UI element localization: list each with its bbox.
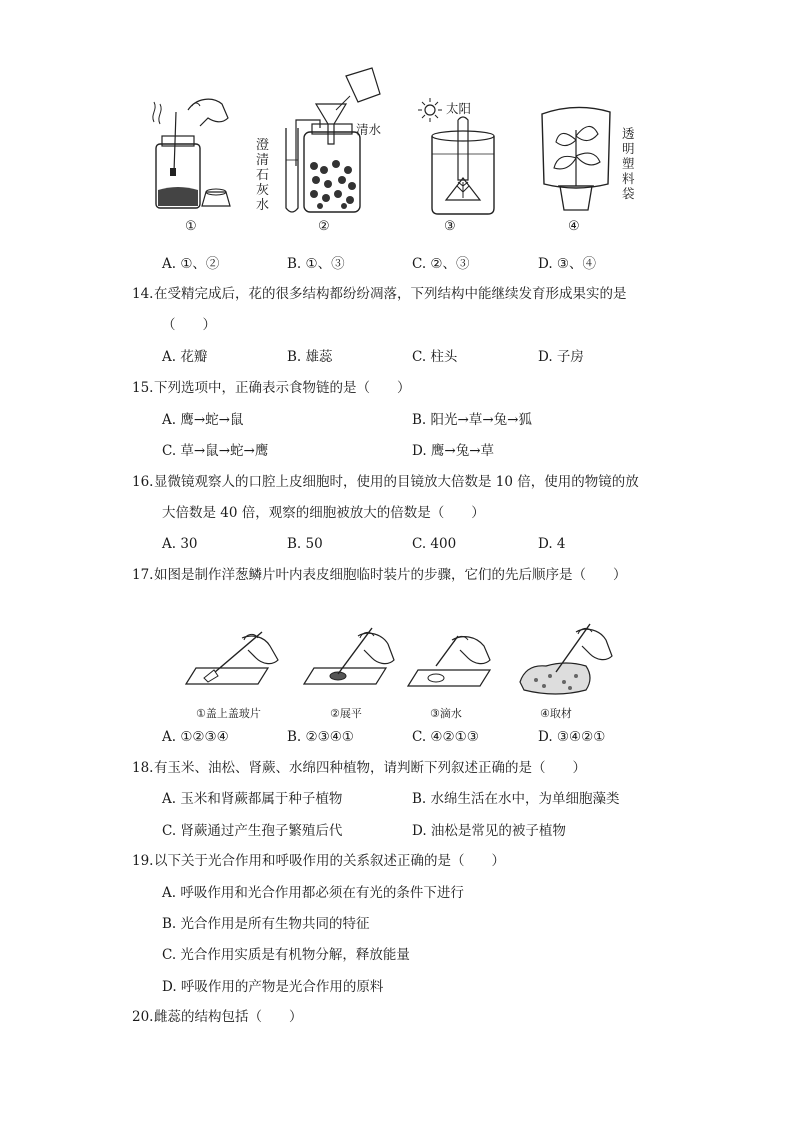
figure-label-4: ④ bbox=[568, 219, 580, 234]
q15-option-a[interactable]: A. 鹰→蛇→鼠 bbox=[162, 412, 244, 428]
plastic-bag-label: 透明塑料袋 bbox=[622, 126, 635, 201]
q17-option-a[interactable]: A. ①②③④ bbox=[162, 729, 229, 745]
flatten-step-figure bbox=[302, 622, 402, 702]
question-number: 17. bbox=[132, 567, 154, 583]
limewater-label: 澄清石灰水 bbox=[256, 138, 270, 213]
question-text: 有玉米、油松、肾蕨、水绵四种植物，请判断下列叙述正确的是（ ） bbox=[154, 760, 586, 776]
question-text: 如图是制作洋葱鳞片叶内表皮细胞临时装片的步骤，它们的先后顺序是（ ） bbox=[154, 567, 627, 583]
q13-option-b[interactable]: B. ①、③ bbox=[287, 256, 345, 272]
question-text: 雌蕊的结构包括（ ） bbox=[154, 1009, 303, 1025]
question-number: 15. bbox=[132, 380, 154, 396]
q13-option-d[interactable]: D. ③、④ bbox=[538, 256, 597, 272]
figure-label-2: ② bbox=[318, 219, 330, 234]
q19-option-c[interactable]: C. 光合作用实质是有机物分解，释放能量 bbox=[162, 947, 410, 963]
q16-option-a[interactable]: A. 30 bbox=[162, 536, 198, 552]
drop-water-step-figure bbox=[406, 630, 506, 702]
question-15 bbox=[132, 379, 411, 397]
plant-bag-figure bbox=[532, 100, 622, 218]
q14-option-d[interactable]: D. 子房 bbox=[538, 349, 584, 365]
q18-option-c[interactable]: C. 肾蕨通过产生孢子繁殖后代 bbox=[162, 823, 343, 839]
question-number: 18. bbox=[132, 760, 154, 776]
question-text: 显微镜观察人的口腔上皮细胞时，使用的目镜放大倍数是 10 倍，使用的物镜的放 bbox=[154, 474, 639, 490]
q18-option-b[interactable]: B. 水绵生活在水中，为单细胞藻类 bbox=[412, 791, 620, 807]
question-number: 20. bbox=[132, 1009, 154, 1025]
question-20 bbox=[132, 1008, 303, 1026]
take-material-step-figure bbox=[516, 620, 616, 702]
question-text: 下列选项中，正确表示食物链的是（ ） bbox=[154, 380, 411, 396]
question-16-line2: 大倍数是 40 倍，观察的细胞被放大的倍数是（ ） bbox=[162, 505, 485, 521]
q15-option-b[interactable]: B. 阳光→草→兔→狐 bbox=[412, 412, 532, 428]
question-number: 19. bbox=[132, 853, 154, 869]
limewater-jar-figure bbox=[250, 66, 400, 216]
q13-option-a[interactable]: A. ①、② bbox=[162, 256, 220, 272]
q18-option-a[interactable]: A. 玉米和肾蕨都属于种子植物 bbox=[162, 791, 343, 807]
q14-option-c[interactable]: C. 柱头 bbox=[412, 349, 458, 365]
q17-option-c[interactable]: C. ④②①③ bbox=[412, 729, 479, 745]
step-caption-3: ③滴水 bbox=[430, 707, 462, 720]
q15-option-d[interactable]: D. 鹰→兔→草 bbox=[412, 443, 495, 459]
q19-option-b[interactable]: B. 光合作用是所有生物共同的特征 bbox=[162, 916, 370, 932]
step-caption-4: ④取材 bbox=[540, 707, 572, 720]
q16-option-d[interactable]: D. 4 bbox=[538, 536, 566, 552]
question-16 bbox=[132, 473, 639, 491]
q17-option-d[interactable]: D. ③④②① bbox=[538, 729, 606, 745]
cover-slip-step-figure bbox=[184, 628, 284, 702]
question-text: 在受精完成后，花的很多结构都纷纷凋落，下列结构中能继续发育形成果实的是 bbox=[154, 286, 627, 302]
q16-option-b[interactable]: B. 50 bbox=[287, 536, 323, 552]
question-14 bbox=[132, 285, 627, 303]
question-17 bbox=[132, 566, 627, 584]
q17-option-b[interactable]: B. ②③④① bbox=[287, 729, 354, 745]
q18-option-d[interactable]: D. 油松是常见的被子植物 bbox=[412, 823, 566, 839]
question-text: 以下关于光合作用和呼吸作用的关系叙述正确的是（ ） bbox=[154, 853, 505, 869]
question-number: 14. bbox=[132, 286, 154, 302]
question-number: 16. bbox=[132, 474, 154, 490]
question-19 bbox=[132, 852, 505, 870]
q14-option-b[interactable]: B. 雄蕊 bbox=[287, 349, 333, 365]
water-label: 清水 bbox=[356, 122, 382, 137]
question-18 bbox=[132, 759, 586, 777]
q15-option-c[interactable]: C. 草→鼠→蛇→鹰 bbox=[162, 443, 269, 459]
figure-label-3: ③ bbox=[444, 219, 456, 234]
q16-option-c[interactable]: C. 400 bbox=[412, 536, 457, 552]
step-caption-2: ②展平 bbox=[330, 707, 362, 720]
q19-option-d[interactable]: D. 呼吸作用的产物是光合作用的原料 bbox=[162, 979, 384, 995]
q19-option-a[interactable]: A. 呼吸作用和光合作用都必须在有光的条件下进行 bbox=[162, 885, 464, 901]
question-14-blank: （ ） bbox=[162, 317, 216, 333]
jar-candle-figure bbox=[140, 92, 240, 212]
q13-option-c[interactable]: C. ②、③ bbox=[412, 256, 470, 272]
step-caption-1: ①盖上盖玻片 bbox=[196, 707, 261, 720]
q14-option-a[interactable]: A. 花瓣 bbox=[162, 349, 208, 365]
sun-label: 太阳 bbox=[446, 101, 472, 116]
figure-label-1: ① bbox=[185, 219, 197, 234]
